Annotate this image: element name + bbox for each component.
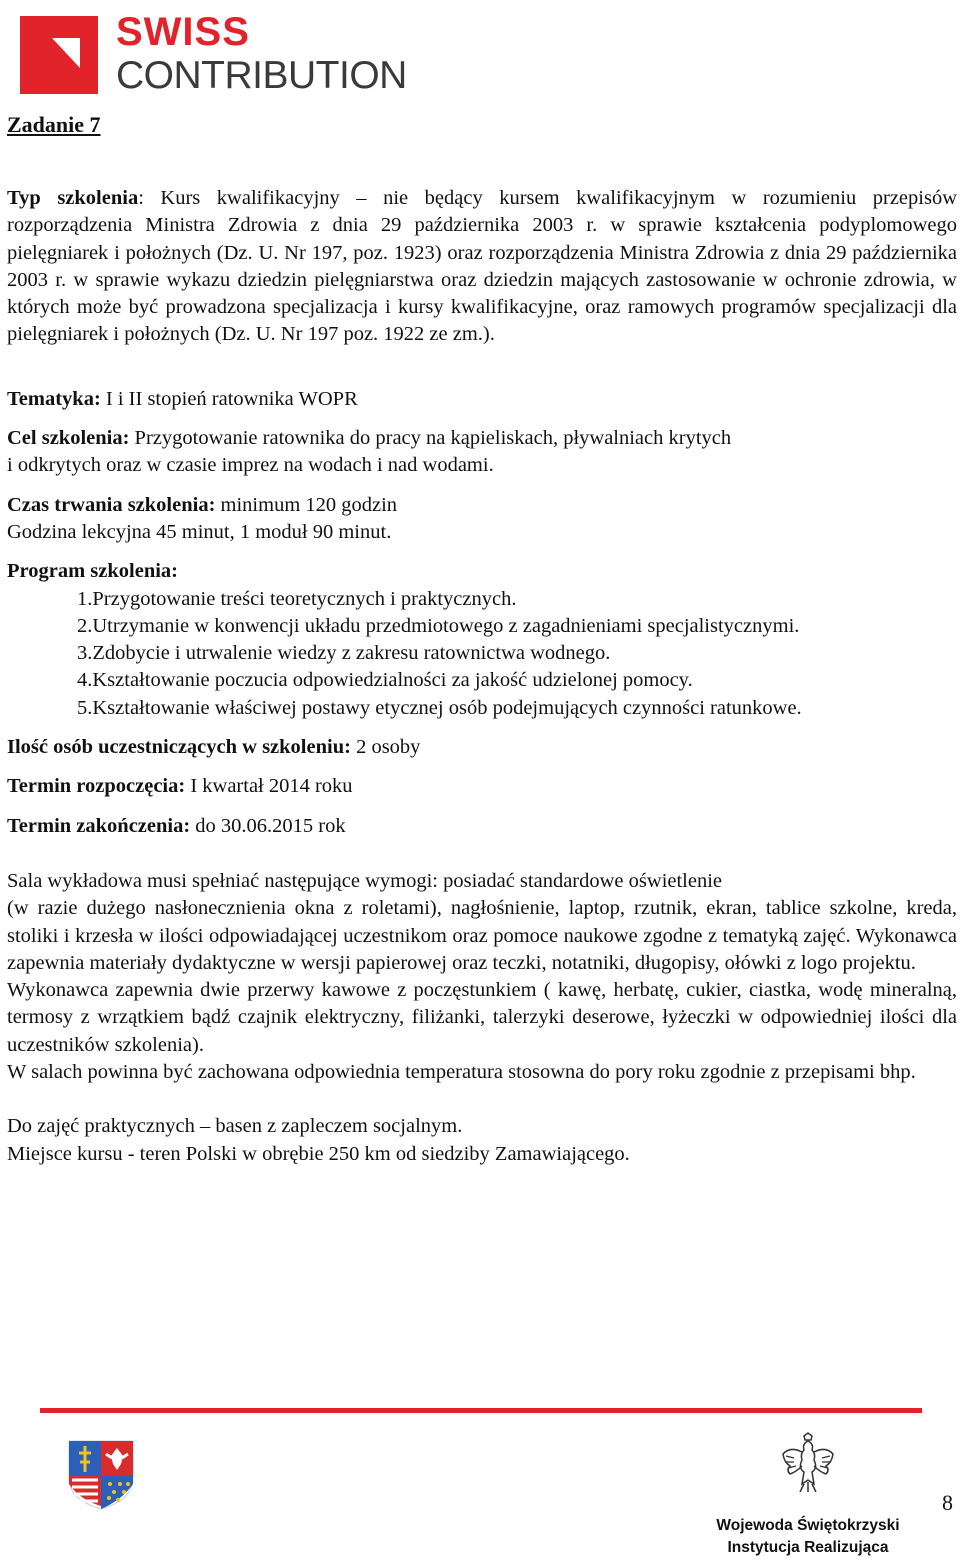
cel-label: Cel szkolenia: [7, 427, 130, 450]
tematyka-value: I i II stopień ratownika WOPR [100, 387, 358, 410]
polish-eagle-emblem-icon [780, 1432, 836, 1496]
program-item: 1.Przygotowanie treści teoretycznych i praktycznych. [77, 587, 517, 610]
sala-paragraph: (w razie dużego nasłonecznienia okna z roletami), nagłośnienie, laptop, rzutnik, ekran, tablice szkolne, kreda, stoliki i krzesła w ilości odpowiadającej uczestnikom oraz pomoce naukowe zgodne z tematyką zajęć. Wykonawca zapewnia materiały dydaktyczne w wersji papierowej oraz teczki, notatniki, długopisy, ołówki z logo projektu. [7, 897, 957, 974]
termin-start-value: I kwartał 2014 roku [185, 775, 353, 798]
swiss-contribution-logo [20, 10, 407, 98]
czas-label: Czas trwania szkolenia: [7, 493, 216, 516]
cel-line-2: i odkrytych oraz w czasie imprez na wodach i nad wodami. [7, 454, 494, 477]
document-body [7, 185, 957, 1168]
miejsce-line: Miejsce kursu - teren Polski w obrębie 250 km od siedziby Zamawiającego. [7, 1142, 630, 1165]
task-heading: Zadanie 7 [7, 112, 101, 137]
swietokrzyskie-coat-of-arms-icon [68, 1440, 134, 1510]
przerwy-paragraph: Wykonawca zapewnia dwie przerwy kawowe z poczęstunkiem ( kawę, herbatę, cukier, ciastka, wodę mineralną, termosy z wrzątkiem bądź czajnik elektryczny, filiżanki, talerzyki deserowe, łyżeczki w odpowiedniej ilości dla uczestników szkolenia). [7, 979, 957, 1056]
footer-divider [40, 1408, 922, 1413]
program-item: 3.Zdobycie i utrwalenie wiedzy z zakresu ratownictwa wodnego. [77, 642, 611, 665]
program-list [7, 586, 957, 722]
swiss-contribution-mark-icon [20, 16, 98, 94]
basen-line: Do zajęć praktycznych – basen z zapleczem socjalnym. [7, 1115, 463, 1138]
footer-line-2: Instytucja Realizująca [727, 1539, 889, 1556]
program-label: Program szkolenia: [7, 560, 178, 583]
program-item: 5.Kształtowanie właściwej postawy etycznej osób podejmujących czynności ratunkowe. [77, 696, 802, 719]
typ-szkolenia-paragraph [7, 185, 957, 349]
footer-line-1: Wojewoda Świętokrzyski [716, 1517, 900, 1534]
program-item: 2.Utrzymanie w konwencji układu przedmiotowego z zagadnieniami specjalistycznymi. [77, 614, 800, 637]
logo-line-contribution: CONTRIBUTION [116, 54, 407, 97]
typ-label: Typ szkolenia [7, 187, 139, 209]
tematyka-line [7, 386, 957, 413]
termin-end-label: Termin zakończenia: [7, 814, 191, 837]
cel-line [7, 425, 957, 452]
ilosc-line [7, 734, 957, 761]
typ-text: : Kurs kwalifikacyjny – nie będący kursem kwalifikacyjnym w rozumieniu przepisów rozporządzenia Ministra Zdrowia z dnia 29 października 2003 r. w sprawie kształcenia podyplomowego pielęgniarek i położnych (Dz. U. Nr 197, poz. 1923) oraz rozporządzenia Ministra Zdrowia z dnia 29 października 2003 r. w sprawie wykazu dziedzin pielęgniarstwa oraz dziedzin mających zastosowanie w ochronie zdrowia, w których może być prowadzona specjalizacja i kursy kwalifikacyjne, oraz ramowych programów specjalizacji dla pielęgniarek i położnych (Dz. U. Nr 197 poz. 1922 ze zm.). [7, 187, 958, 346]
footer-institution [690, 1515, 926, 1559]
cel-text-1: Przygotowanie ratownika do pracy na kąpieliskach, pływalniach krytych [129, 427, 732, 450]
sala-line-1: Sala wykładowa musi spełniać następujące wymogi: posiadać standardowe oświetlenie [7, 869, 723, 892]
logo-line-swiss: SWISS [116, 10, 250, 54]
tematyka-label: Tematyka: [7, 387, 101, 410]
page-number: 8 [942, 1490, 953, 1515]
temperatura-paragraph: W salach powinna być zachowana odpowiednia temperatura stosowna do pory roku zgodnie z przepisami bhp. [7, 1061, 916, 1084]
termin-end-line [7, 813, 957, 840]
program-item: 4.Kształtowanie poczucia odpowiedzialności za jakość udzielonej pomocy. [77, 669, 693, 692]
ilosc-label: Ilość osób uczestniczących w szkoleniu: [7, 736, 351, 759]
termin-end-value: do 30.06.2015 rok [190, 814, 346, 837]
ilosc-value: 2 osoby [350, 736, 421, 759]
czas-line-2: Godzina lekcyjna 45 minut, 1 moduł 90 minut. [7, 520, 392, 543]
czas-line [7, 492, 957, 519]
termin-start-line [7, 773, 957, 800]
termin-start-label: Termin rozpoczęcia: [7, 775, 186, 798]
czas-value: minimum 120 godzin [215, 493, 398, 516]
